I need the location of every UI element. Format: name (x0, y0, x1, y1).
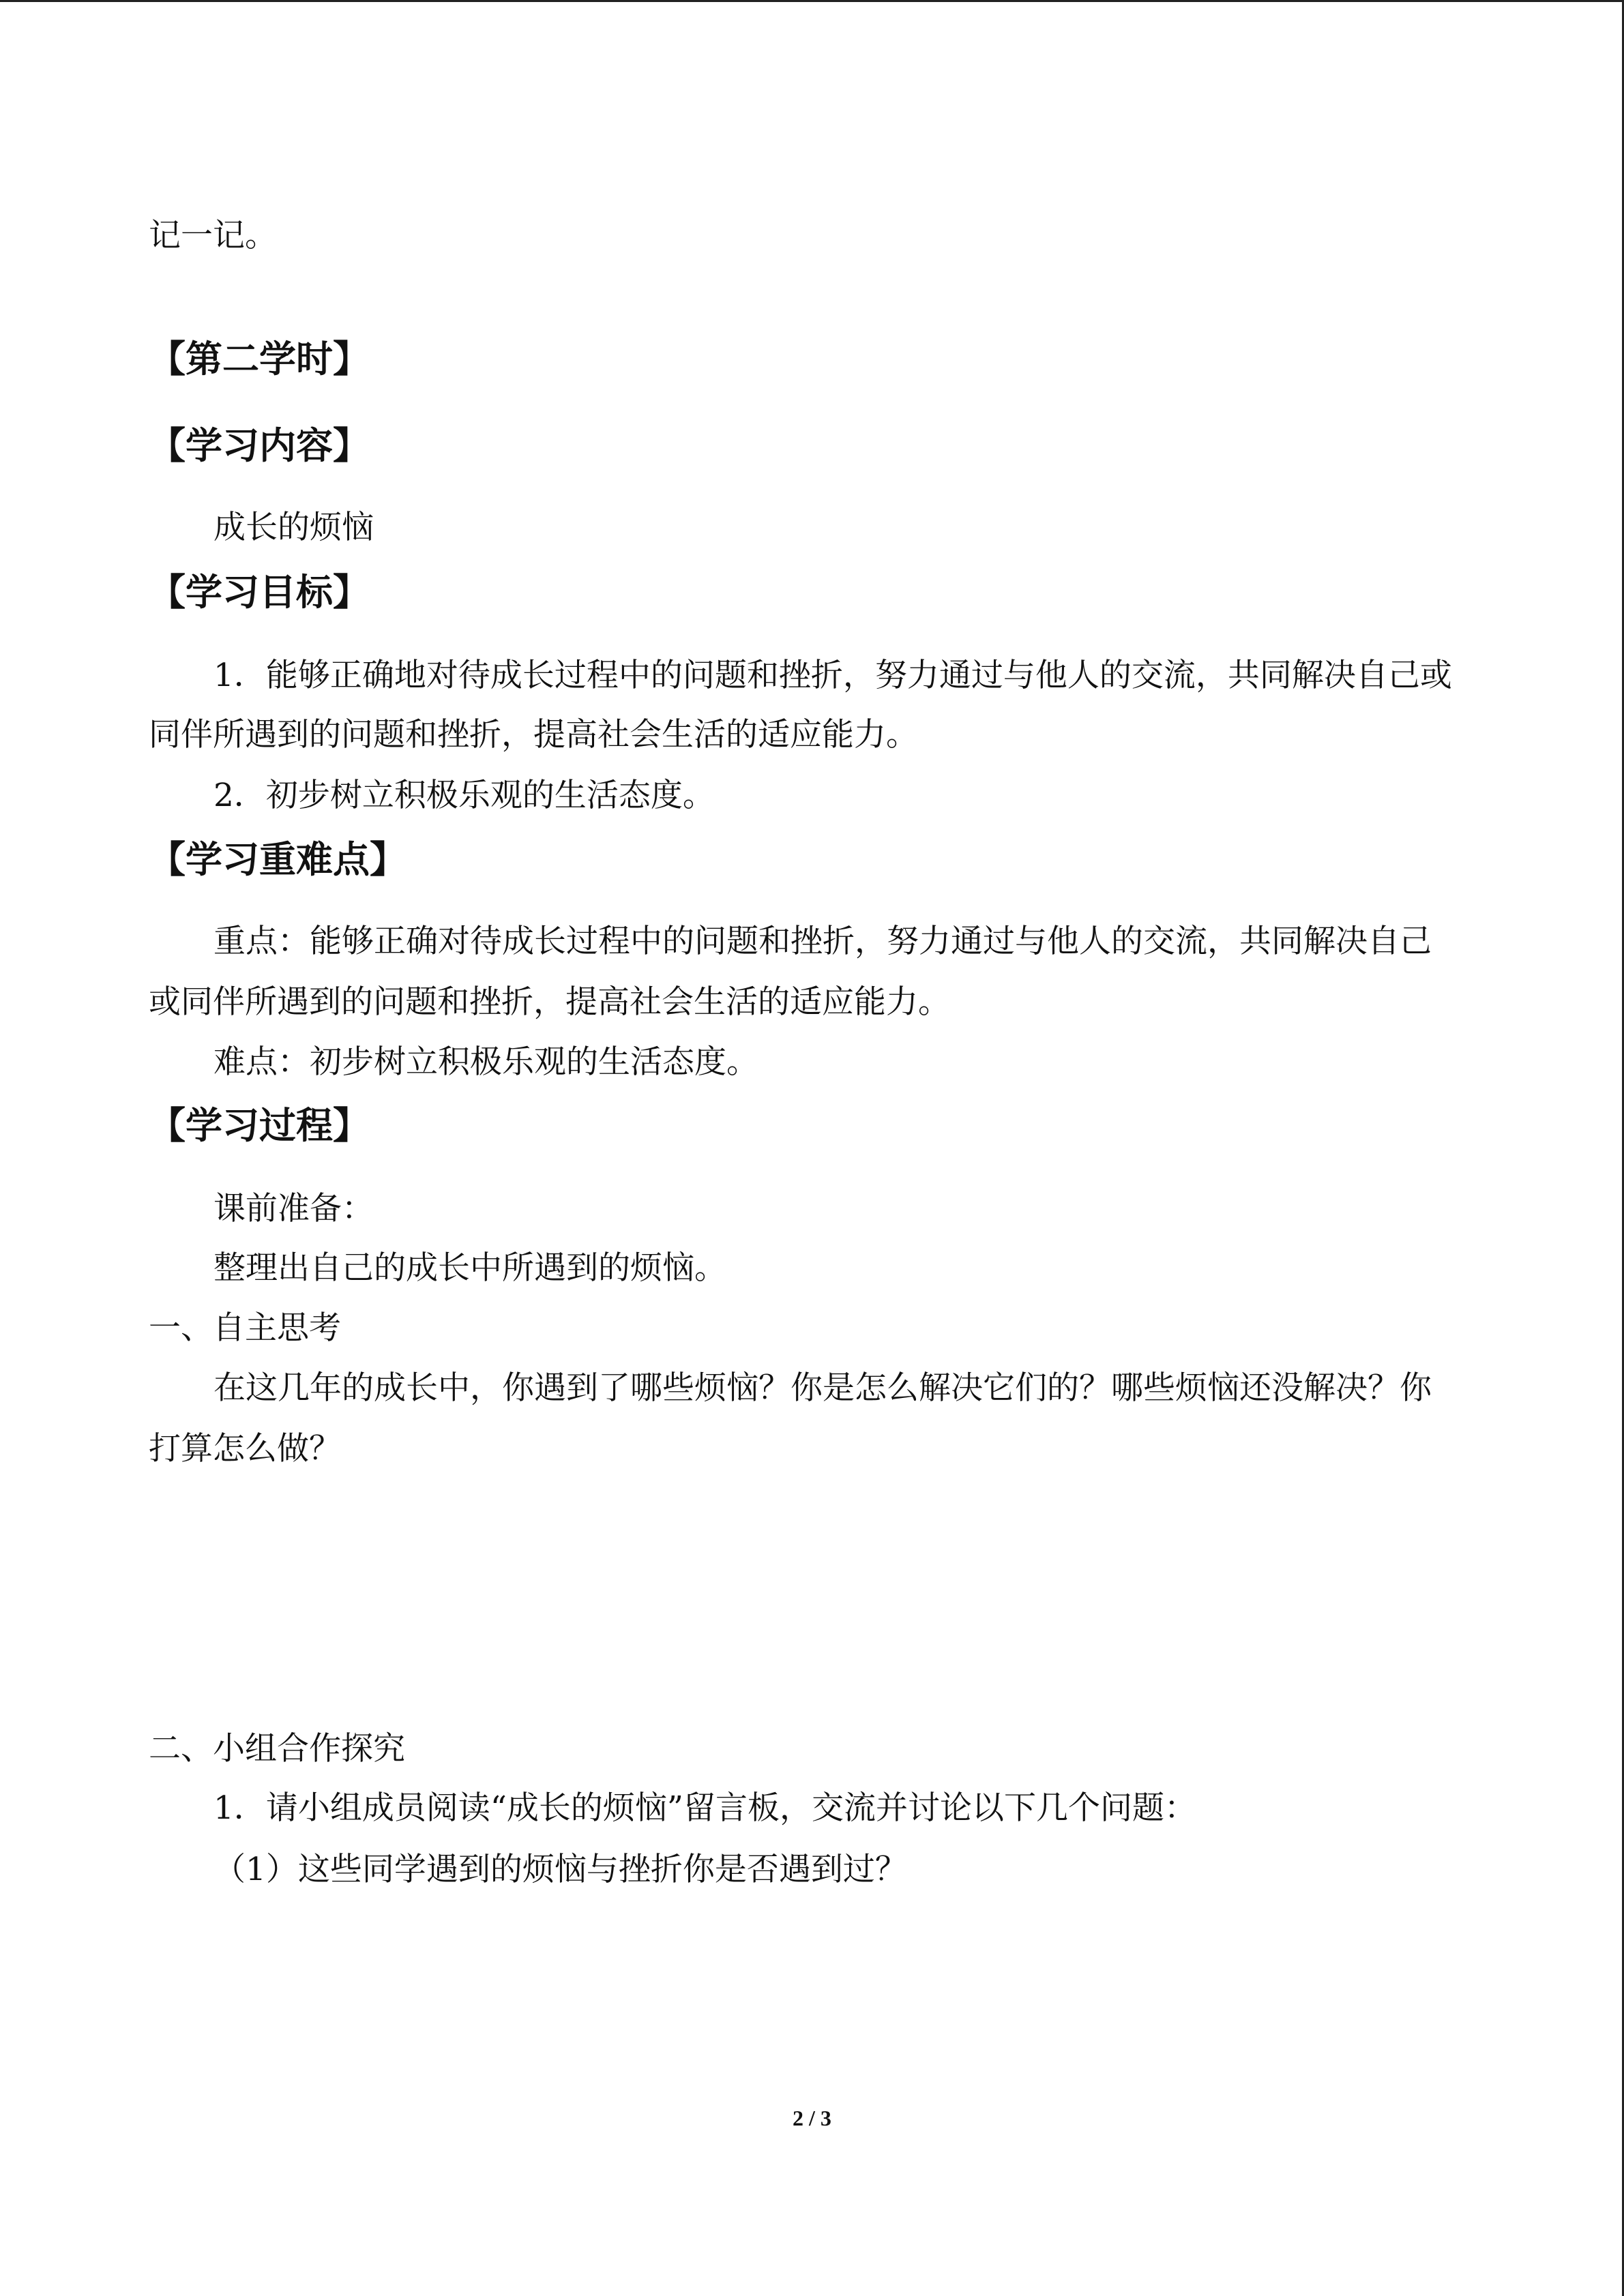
content-heading: 【学习内容】 (149, 424, 370, 467)
section2-title: 二、小组合作探究 (149, 1730, 405, 1768)
section2-sub1: （1）这些同学遇到的烦恼与挫折你是否遇到过？ (213, 1851, 907, 1888)
difficult-point: 难点：初步树立积极乐观的生活态度。 (213, 1043, 758, 1081)
section2-item1: 1．请小组成员阅读“成长的烦恼”留言板，交流并讨论以下几个问题： (213, 1789, 1196, 1827)
goal-1-line2: 同伴所遇到的问题和挫折，提高社会生活的适应能力。 (149, 716, 918, 754)
process-heading: 【学习过程】 (149, 1104, 370, 1147)
goals-heading: 【学习目标】 (149, 571, 370, 614)
keypoints-heading: 【学习重难点】 (149, 838, 407, 881)
key-point-line2: 或同伴所遇到的问题和挫折，提高社会生活的适应能力。 (149, 983, 950, 1021)
section1-title: 一、自主思考 (149, 1309, 341, 1347)
key-point-line1: 重点：能够正确对待成长过程中的问题和挫折，努力通过与他人的交流，共同解决自己 (213, 923, 1432, 960)
goal-1-line1: 1．能够正确地对待成长过程中的问题和挫折，努力通过与他人的交流，共同解决自己或 (213, 657, 1452, 694)
page-number: 2 / 3 (793, 2106, 831, 2130)
prep-text: 整理出自己的成长中所遇到的烦恼。 (213, 1249, 726, 1287)
section1-question-line1: 在这几年的成长中，你遇到了哪些烦恼？你是怎么解决它们的？哪些烦恼还没解决？你 (213, 1369, 1432, 1407)
goal-2: 2．初步树立积极乐观的生活态度。 (213, 777, 715, 814)
lesson-heading: 【第二学时】 (149, 338, 370, 381)
prep-label: 课前准备： (213, 1190, 374, 1227)
content-text: 成长的烦恼 (213, 509, 374, 546)
intro-fragment: 记一记。 (149, 217, 277, 254)
section1-question-line2: 打算怎么做？ (149, 1430, 341, 1467)
page-top-border (0, 0, 1624, 2)
